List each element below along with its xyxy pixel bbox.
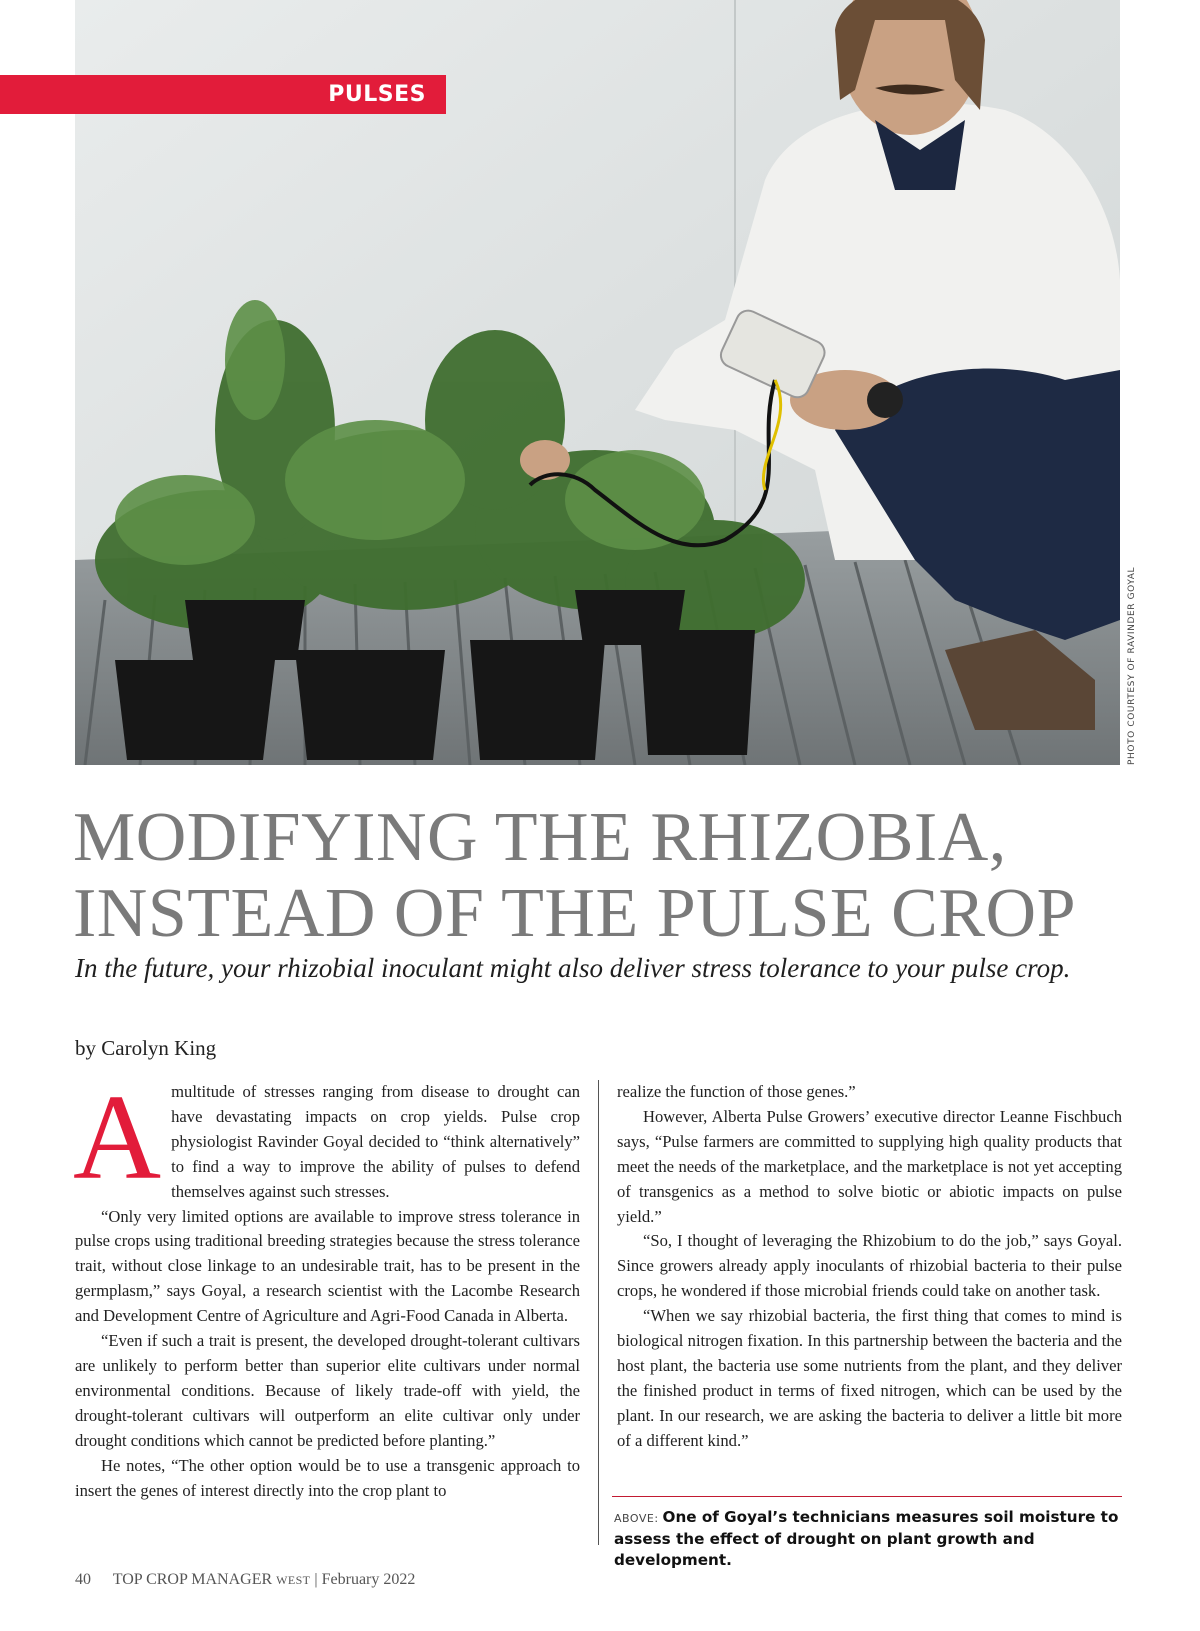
deck-subtitle: In the future, your rhizobial inoculant might also deliver stress tolerance to your pulse crop. [75,953,1071,983]
headline-line-2: INSTEAD OF THE PULSE CROP [73,875,1076,952]
body-paragraph: “Even if such a trait is present, the developed drought-tolerant cultivars are unlikely to perform better than superior elite cultivars under normal environmental conditions. Because of likely trade-off with yield, the drought-tolerant cultivars will outperform an elite cultivar only under drought conditions which cannot be predicted before planting.” [75,1331,580,1450]
photo-caption [614,1507,1124,1571]
body-column-right [617,1080,1122,1454]
body-paragraph: “When we say rhizobial bacteria, the first thing that comes to mind is biological nitrogen fixation. In this partnership between the bacteria and the host plant, the bacteria use some nutrients from the plant, and they deliver the finished product in terms of fixed nitrogen, which can be used by the plant. In our research, we are asking the bacteria to deliver a little bit more of a different kind.” [617,1306,1122,1450]
caption-lead: ABOVE: [614,1512,659,1525]
body-paragraph [73,1070,580,1205]
body-paragraph: “So, I thought of leveraging the Rhizobium to do the job,” says Goyal. Since growers already apply inoculants of rhizobial bacteria to their pulse crops, he wondered if those microbial friends could take on another task. [617,1231,1122,1301]
page-number: 40 [75,1571,91,1588]
body-paragraph: He notes, “The other option would be to use a transgenic approach to insert the genes of interest directly into the crop plant to [75,1455,580,1500]
caption-text: One of Goyal’s technicians measures soil moisture to assess the effect of drought on plant growth and development. [614,1508,1119,1569]
headline [73,800,1153,952]
paragraph-text: multitude of stresses ranging from disease to drought can have devastating impacts on crop yields. Pulse crop physiologist Ravinder Goyal decided to “think alternatively” to find a way to improve the ability of pulses to defend themselves against such stresses. [171,1082,580,1201]
magazine-name: TOP CROP MANAGER [112,1571,273,1588]
headline-line-1: MODIFYING THE RHIZOBIA, [73,799,1007,876]
issue-date: February 2022 [321,1571,416,1588]
photo-credit: PHOTO COURTESY OF RAVINDER GOYAL [1127,566,1137,765]
body-paragraph: “Only very limited options are available to improve stress tolerance in pulse crops using traditional breeding strategies because the stress tolerance trait, without close linkage to an undesirable trait, has to be present in the germplasm,” says Goyal, a research scientist with the Lacombe Research and Development Centre of Agriculture and Agri-Food Canada in Alberta. [75,1206,580,1326]
magazine-edition: WEST [276,1573,311,1587]
byline: by Carolyn King [75,1036,217,1060]
column-divider [598,1080,599,1545]
body-paragraph: However, Alberta Pulse Growers’ executive director Leanne Fischbuch says, “Pulse farmers are committed to supplying high quality products that meet the needs of the marketplace, and the marketplace is not yet accepting of transgenics as a method to solve biotic or abiotic impacts on pulse yield.” [617,1106,1122,1226]
drop-cap: A [73,1070,162,1205]
footer-separator: | [314,1571,318,1588]
caption-rule [612,1496,1122,1497]
section-tag: PULSES [0,75,446,114]
body-column-left [73,1070,580,1503]
hero-photo [75,0,1120,765]
body-paragraph: realize the function of those genes.” [617,1082,856,1101]
page-footer [75,1571,415,1589]
